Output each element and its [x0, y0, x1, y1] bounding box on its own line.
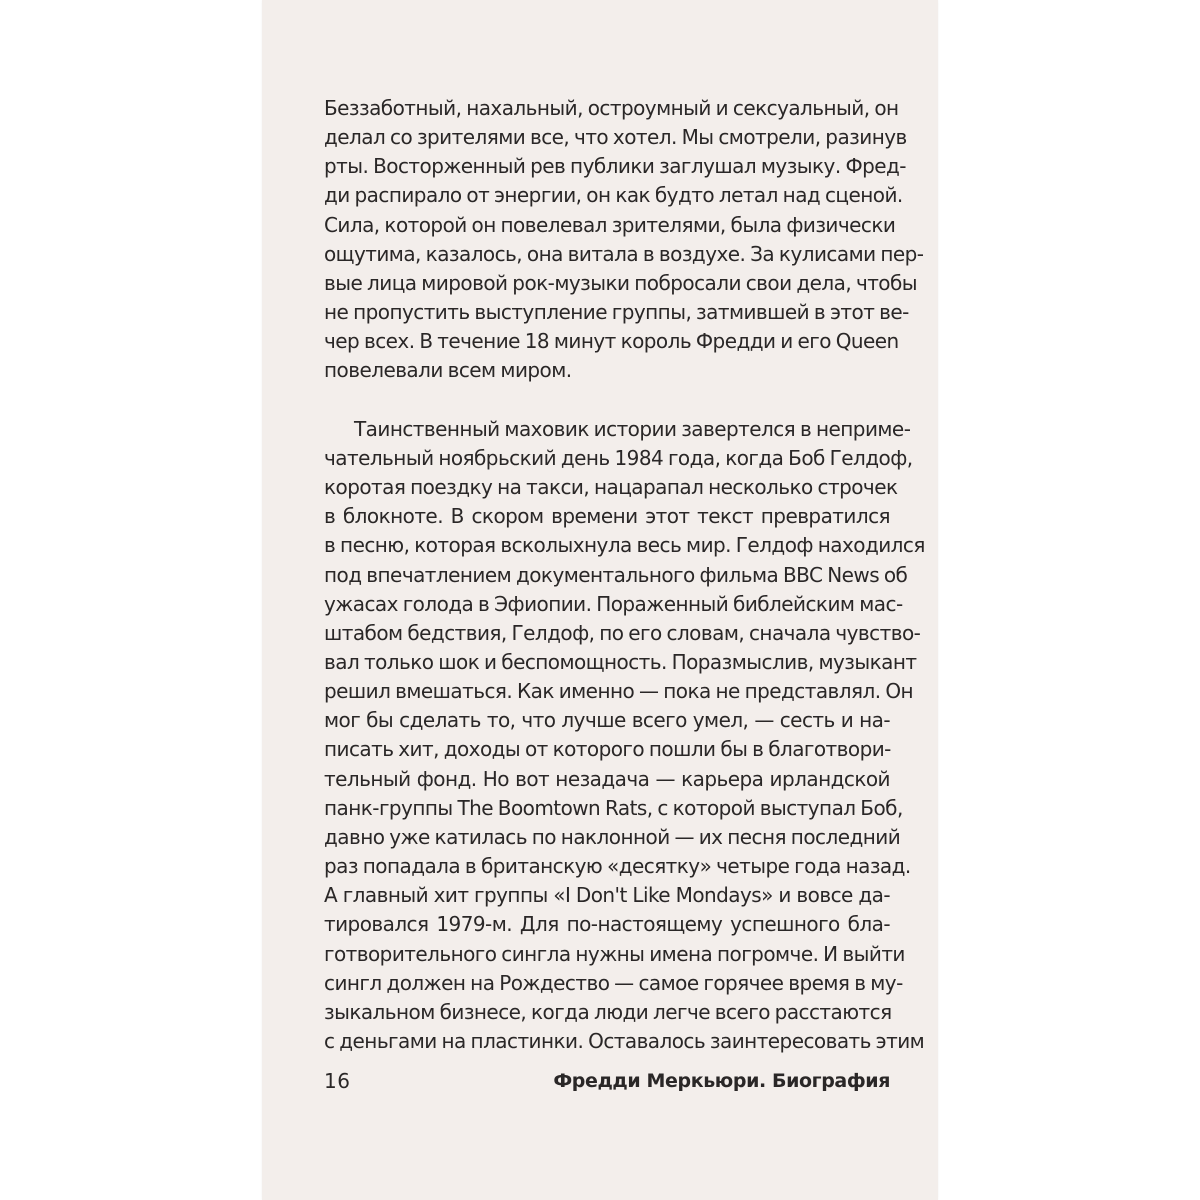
text-line: панк-группы The Boomtown Rats, с которой выступал Боб, — [324, 795, 903, 820]
text-line: зыкальном бизнесе, когда люди легче всего расстаются — [324, 999, 892, 1024]
text-line: делал со зрителями все, что хотел. Мы смотрели, разинув — [324, 125, 907, 150]
text-line: раз попадала в британскую «десятку» четыре года назад. — [324, 854, 911, 879]
book-page — [262, 0, 938, 1200]
text-line: чательный ноябрьский день 1984 года, когда Боб Гелдоф, — [324, 445, 913, 470]
text-line: в блокноте. В скором времени этот текст превратился — [324, 504, 890, 529]
text-line: ощутима, казалось, она витала в воздухе. За кулисами пер- — [324, 241, 924, 266]
text-line: Сила, которой он повелевал зрителями, была физически — [324, 212, 896, 237]
text-line: под впечатлением документального фильма BBC News об — [324, 562, 908, 587]
text-line: ужасах голода в Эфиопии. Пораженный библейским мас- — [324, 591, 903, 616]
text-line: ди распирало от энергии, он как будто летал над сценой. — [324, 183, 903, 208]
text-line: А главный хит группы «I Don't Like Mondays» и вовсе да- — [324, 883, 890, 908]
text-line: Таинственный маховик истории завертелся в неприме- — [354, 416, 911, 441]
text-line: коротая поездку на такси, нацарапал несколько строчек — [324, 475, 898, 500]
text-line: мог бы сделать то, что лучше всего умел, — сесть и на- — [324, 708, 890, 733]
text-line: в песню, которая всколыхнула весь мир. Гелдоф находился — [324, 533, 925, 558]
text-line: решил вмешаться. Как именно — пока не представлял. Он — [324, 679, 914, 704]
text-line: тельный фонд. Но вот незадача — карьера ирландской — [324, 766, 890, 791]
text-line: вал только шок и беспомощность. Поразмыслив, музыкант — [324, 649, 917, 674]
text-line: тировался 1979-м. Для по-настоящему успешного бла- — [324, 912, 890, 937]
text-line: повелевали всем миром. — [324, 358, 572, 383]
text-line: с деньгами на пластинки. Оставалось заинтересовать этим — [324, 1029, 925, 1053]
page-footer — [324, 1066, 890, 1096]
text-line: готворительного сингла нужны имена погромче. И выйти — [324, 941, 905, 966]
text-line: писать хит, доходы от которого пошли бы в благотвори- — [324, 737, 891, 762]
running-title: Фредди Меркьюри. Биография — [553, 1070, 890, 1092]
text-line: рты. Восторженный рев публики заглушал музыку. Фред- — [324, 154, 906, 179]
text-line: вые лица мировой рок-музыки побросали свои дела, чтобы — [324, 270, 918, 295]
text-line: Беззаботный, нахальный, остроумный и сексуальный, он — [324, 96, 899, 120]
text-line: штабом бедствия, Гелдоф, по его словам, сначала чувство- — [324, 620, 921, 645]
text-line: давно уже катилась по наклонной — их песня последний — [324, 824, 901, 849]
page-number: 16 — [324, 1069, 351, 1093]
text-line: чер всех. В течение 18 минут король Фредди и его Queen — [324, 329, 899, 354]
text-line: не пропустить выступление группы, затмившей в этот ве- — [324, 300, 909, 325]
text-line: сингл должен на Рождество — самое горячее время в му- — [324, 970, 903, 995]
